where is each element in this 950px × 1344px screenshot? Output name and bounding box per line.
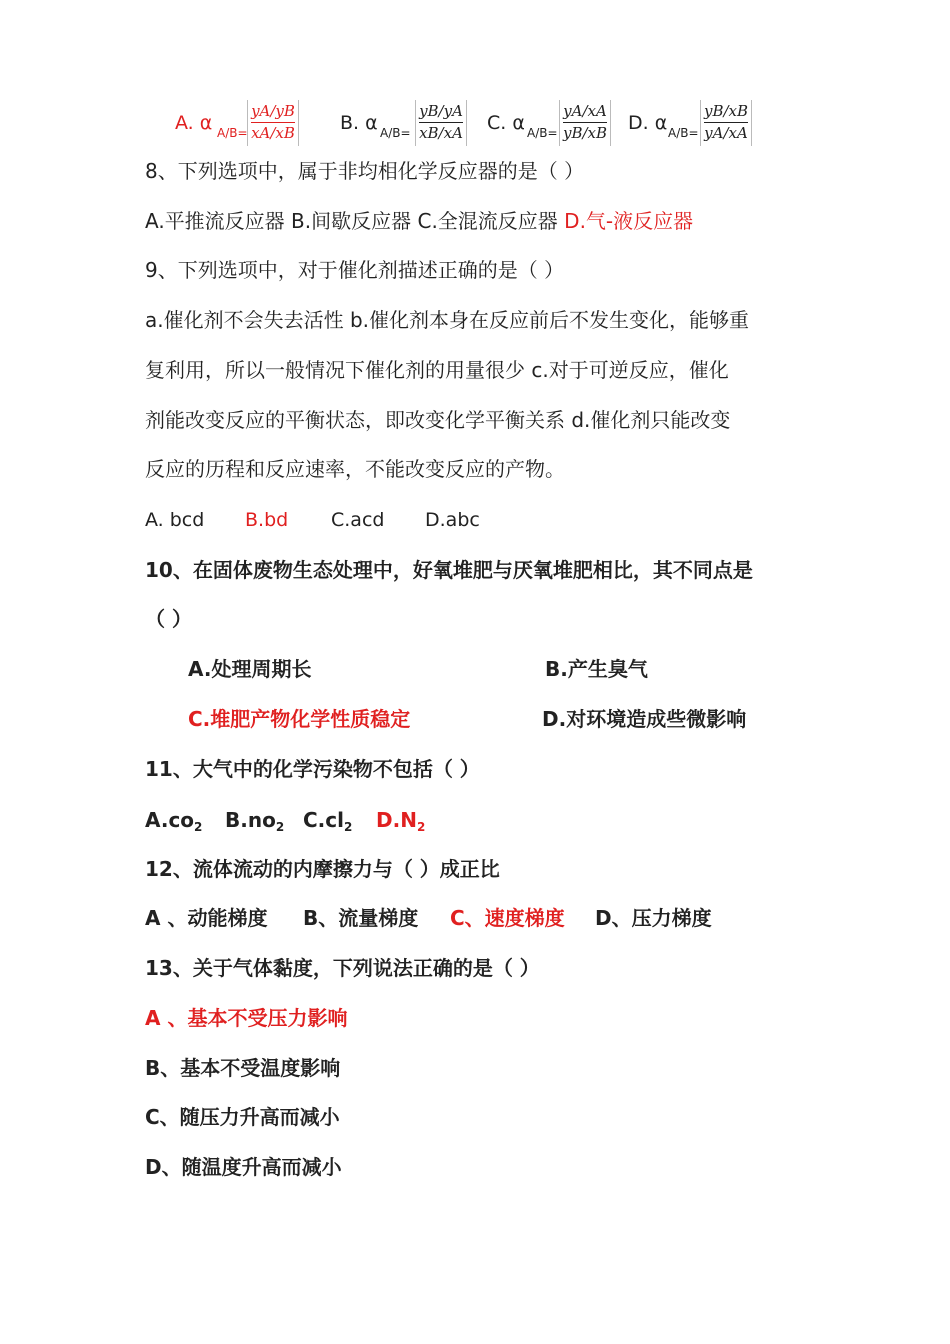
q12-option-a: A 、动能梯度 [145, 906, 268, 930]
q9-body-line: 剂能改变反应的平衡状态，即改变化学平衡关系 d.催化剂只能改变 [145, 408, 731, 432]
q9-option-d: D.abc [425, 509, 480, 531]
q7-option-c [487, 100, 617, 148]
q8-option-a: A.平推流反应器 [145, 209, 285, 233]
q12-option-b: B、流量梯度 [303, 906, 419, 930]
fraction [700, 100, 752, 146]
option-label: C. α [487, 112, 525, 134]
q13-stem: 13、关于气体黏度，下列说法正确的是（ ） [145, 956, 540, 980]
q7-option-a [175, 100, 305, 148]
denominator: yB/xB [562, 124, 608, 142]
q9-stem: 9、下列选项中，对于催化剂描述正确的是（ ） [145, 258, 565, 282]
option-label: D. α [628, 112, 668, 134]
fraction-bar [704, 122, 748, 123]
q13-option-a-answer: A 、基本不受压力影响 [145, 1006, 348, 1030]
fraction [247, 100, 299, 146]
option-label: B. α [340, 112, 378, 134]
q10-option-d: D.对环境造成些微影响 [542, 707, 747, 731]
q11-option-d-answer [376, 806, 425, 837]
formula-subscript: 2 [194, 820, 203, 834]
q10-stem-bracket: （ ） [145, 607, 192, 631]
q9-body-line: 复利用，所以一般情况下催化剂的用量很少 c.对于可逆反应，催化 [145, 358, 729, 382]
q10-stem: 10、在固体废物生态处理中，好氧堆肥与厌氧堆肥相比，其不同点是 [145, 558, 753, 582]
q11-stem: 11、大气中的化学污染物不包括（ ） [145, 757, 480, 781]
option-subscript: A/B= [668, 126, 699, 140]
q8-option-d-answer: D.气-液反应器 [564, 209, 694, 233]
q11-option-a [145, 806, 202, 837]
numerator: yA/xA [563, 102, 607, 120]
q12-option-d: D、压力梯度 [595, 906, 712, 930]
numerator: yA/yB [251, 102, 295, 120]
q13-option-b: B、基本不受温度影响 [145, 1056, 341, 1080]
q10-option-b: B.产生臭气 [545, 657, 648, 681]
q10-option-c-answer: C.堆肥产物化学性质稳定 [188, 707, 411, 731]
fraction-bar [563, 122, 607, 123]
numerator: yB/yA [419, 102, 463, 120]
q9-body-line: 反应的历程和反应速率，不能改变反应的产物。 [145, 457, 565, 481]
option-label: A. α [175, 112, 213, 134]
fraction [559, 100, 611, 146]
q13-option-d: D、随温度升高而减小 [145, 1155, 342, 1179]
option-subscript: A/B= [527, 126, 558, 140]
formula-base: C.cl [303, 808, 344, 832]
q7-option-b [340, 100, 470, 148]
q9-option-c: C.acd [331, 509, 385, 531]
fraction-bar [251, 122, 295, 123]
option-subscript: A/B= [380, 126, 411, 140]
q9-option-a: A. bcd [145, 509, 205, 531]
numerator: yB/xB [703, 102, 749, 120]
formula-subscript: 2 [416, 820, 426, 834]
q13-option-c: C、随压力升高而减小 [145, 1105, 340, 1129]
formula-base: A.co [145, 808, 195, 832]
formula-base: B.no [225, 808, 276, 832]
formula-base: D.N [376, 808, 417, 832]
denominator: xB/xA [419, 124, 463, 142]
option-subscript: A/B= [217, 126, 248, 140]
formula-subscript: 2 [275, 820, 285, 834]
q8-options [145, 207, 693, 235]
q11-option-b [225, 806, 284, 837]
denominator: yA/xA [704, 124, 748, 142]
q12-stem: 12、流体流动的内摩擦力与（ ）成正比 [145, 857, 500, 881]
denominator: xA/xB [251, 124, 295, 142]
q8-option-b: B.间歇反应器 [291, 209, 412, 233]
q8-option-c: C.全混流反应器 [417, 209, 558, 233]
q11-option-c [303, 806, 352, 837]
q7-option-d [628, 100, 758, 148]
q10-option-a: A.处理周期长 [188, 657, 312, 681]
formula-subscript: 2 [344, 820, 353, 834]
q9-option-b-answer: B.bd [245, 509, 289, 531]
fraction-bar [419, 122, 463, 123]
q12-option-c-answer: C、速度梯度 [450, 906, 565, 930]
fraction [415, 100, 467, 146]
q9-body-line: a.催化剂不会失去活性 b.催化剂本身在反应前后不发生变化，能够重 [145, 308, 750, 332]
q8-stem: 8、下列选项中，属于非均相化学反应器的是（ ） [145, 159, 585, 183]
